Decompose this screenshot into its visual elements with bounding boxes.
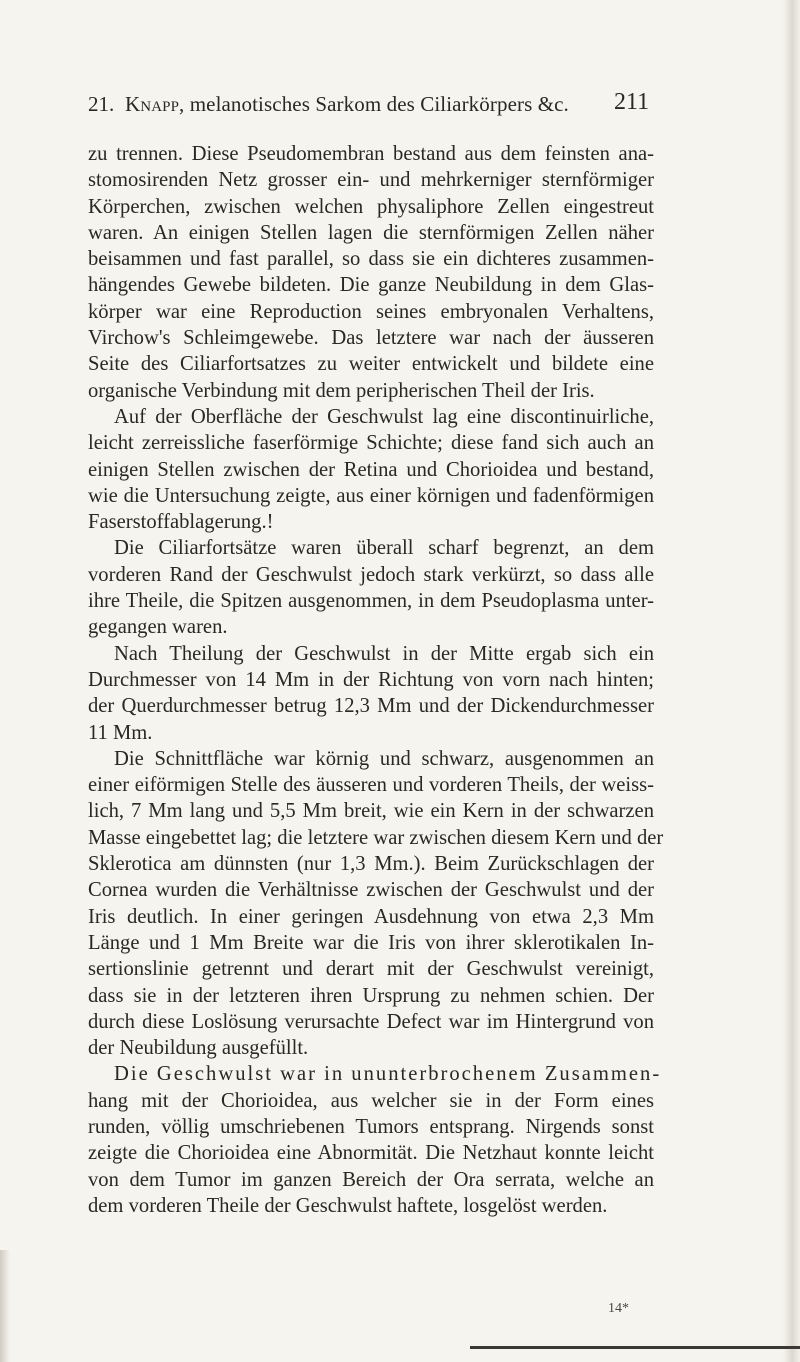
text-line: Masse eingebettet lag; die letztere war zwischen diesem Kern und der [88,826,664,849]
text-line: Sklerotica am dünnsten (nur 1,3 Mm.). Beim Zurückschlagen der [88,853,654,876]
text-line: Faserstoffablagerung.! [88,511,274,534]
body-text [88,141,664,1219]
text-line: gegangen waren. [88,616,228,639]
page-edge-shadow [783,0,800,1362]
article-number: 21. [88,92,115,116]
text-line: sertionslinie getrennt und derart mit der Geschwulst vereinigt, [88,958,654,981]
text-line: dem vorderen Theile der Geschwulst haftete, losgelöst werden. [88,1194,608,1217]
text-line: körper war eine Reproduction seines embryonalen Verhaltens, [88,300,654,323]
page-number: 211 [614,89,650,115]
text-line: Auf der Oberfläche der Geschwulst lag eine discontinuirliche, [114,405,654,428]
page-bottom-edge [470,1346,800,1349]
text-line: vorderen Rand der Geschwulst jedoch stark verkürzt, so dass alle [88,563,654,586]
text-line: durch diese Loslösung verursachte Defect war im Hintergrund von [88,1010,654,1033]
text-line: hängendes Gewebe bildeten. Die ganze Neubildung in dem Glas- [88,274,654,297]
text-line: der Querdurchmesser betrug 12,3 Mm und der Dickendurchmesser [88,695,654,718]
text-line: organische Verbindung mit dem peripherischen Theil der Iris. [88,379,595,402]
text-line: ihre Theile, die Spitzen ausgenommen, in dem Pseudoplasma unter- [88,590,654,613]
text-line: leicht zerreissliche faserförmige Schichte; diese fand sich auch an [88,432,654,455]
text-line: Seite des Ciliarfortsatzes zu weiter entwickelt und bildete eine [88,353,654,376]
text-line: Durchmesser von 14 Mm in der Richtung von vorn nach hinten; [88,668,654,691]
text-line: Die Geschwulst war in ununterbrochenem Zusammen- [114,1063,662,1086]
signature-mark: 14* [608,1301,629,1316]
text-line: lich, 7 Mm lang und 5,5 Mm breit, wie ein Kern in der schwarzen [88,800,654,823]
text-line: zu trennen. Diese Pseudomembran bestand aus dem feinsten ana- [88,143,654,165]
text-line: Länge und 1 Mm Breite war die Iris von ihrer sklerotikalen In- [88,931,654,954]
text-line: Die Ciliarfortsätze waren überall scharf begrenzt, an dem [114,537,654,560]
text-line: von dem Tumor im ganzen Bereich der Ora serrata, welche an [88,1168,654,1191]
text-line: Nach Theilung der Geschwulst in der Mitte ergab sich ein [114,642,654,665]
text-line: Iris deutlich. In einer geringen Ausdehnung von etwa 2,3 Mm [88,905,654,928]
text-line: einigen Stellen zwischen der Retina und Chorioidea und bestand, [88,458,654,481]
running-title [125,92,569,117]
text-line: Virchow's Schleimgewebe. Das letztere war nach der äusseren [88,327,654,350]
text-line: stomosirenden Netz grosser ein- und mehrkerniger sternförmiger [88,169,654,192]
text-line: dass sie in der letzteren ihren Ursprung zu nehmen schien. Der [88,984,654,1007]
text-line: 11 Mm. [88,721,153,744]
running-title-rest: , melanotisches Sarkom des Ciliarkörpers &c. [179,92,569,116]
text-line: Die Schnittfläche war körnig und schwarz, ausgenommen an [114,747,654,770]
text-line: Körperchen, zwischen welchen physaliphore Zellen eingestreut [88,195,654,218]
text-line: zeigte die Chorioidea eine Abnormität. Die Netzhaut konnte leicht [88,1142,654,1165]
running-header [0,89,800,122]
text-line: wie die Untersuchung zeigte, aus einer körnigen und fadenförmigen [88,484,654,507]
text-line: der Neubildung ausgefüllt. [88,1037,309,1060]
text-line: hang mit der Chorioidea, aus welcher sie in der Form eines [88,1089,654,1112]
text-line: waren. An einigen Stellen lagen die sternförmigen Zellen näher [88,221,654,244]
text-line: Cornea wurden die Verhältnisse zwischen der Geschwulst und der [88,879,654,902]
author-name: Knapp [125,92,180,116]
page-stain [0,1250,10,1362]
text-line: einer eiförmigen Stelle des äusseren und vorderen Theils, der weiss- [88,774,654,797]
text-line: beisammen und fast parallel, so dass sie ein dichteres zusammen- [88,248,654,271]
text-line: runden, völlig umschriebenen Tumors entsprang. Nirgends sonst [88,1115,654,1138]
